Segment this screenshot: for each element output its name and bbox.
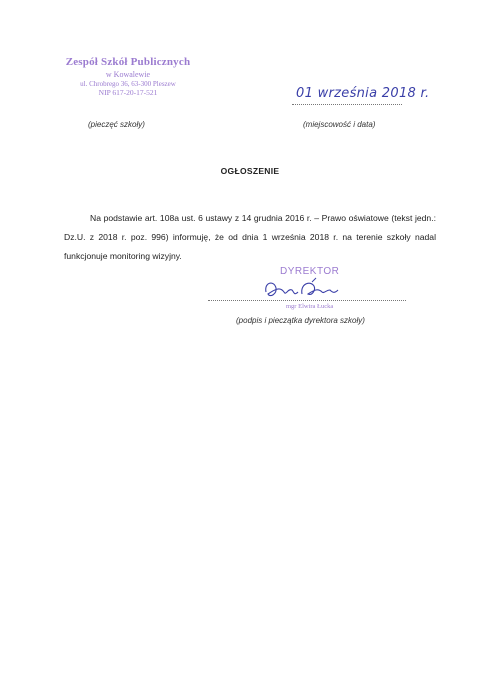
stamp-address: ul. Chrobrego 36, 63-300 Pleszew: [80, 79, 176, 88]
handwritten-date: 01 września 2018 r.: [296, 86, 430, 101]
page-title: OGŁOSZENIE: [220, 166, 280, 176]
director-name: mgr Elwira Łucka: [286, 303, 334, 310]
signature-dotted-line: [208, 300, 406, 301]
stamp-caption: (pieczęć szkoły): [88, 120, 145, 129]
director-stamp-title: DYREKTOR: [280, 266, 340, 277]
signature-caption: (podpis i pieczątka dyrektora szkoły): [236, 316, 365, 325]
school-stamp: [58, 56, 198, 98]
announcement-body: Na podstawie art. 108a ust. 6 ustawy z 14 grudnia 2016 r. – Prawo oświatowe (tekst jedn.: Dz.U. z 2018 r. poz. 996) informuję, że od dnia 1 września 2018 r. na terenie szkoły nadal funkcjonuje monitoring wizyjny.: [64, 213, 436, 261]
stamp-nip: NIP 617-20-17-521: [98, 87, 158, 97]
stamp-school-name: Zespół Szkół Publicznych: [65, 56, 191, 68]
date-caption: (miejscowość i data): [303, 120, 376, 129]
stamp-locality: w Kowalewie: [105, 69, 151, 79]
date-dotted-line: [292, 104, 402, 105]
